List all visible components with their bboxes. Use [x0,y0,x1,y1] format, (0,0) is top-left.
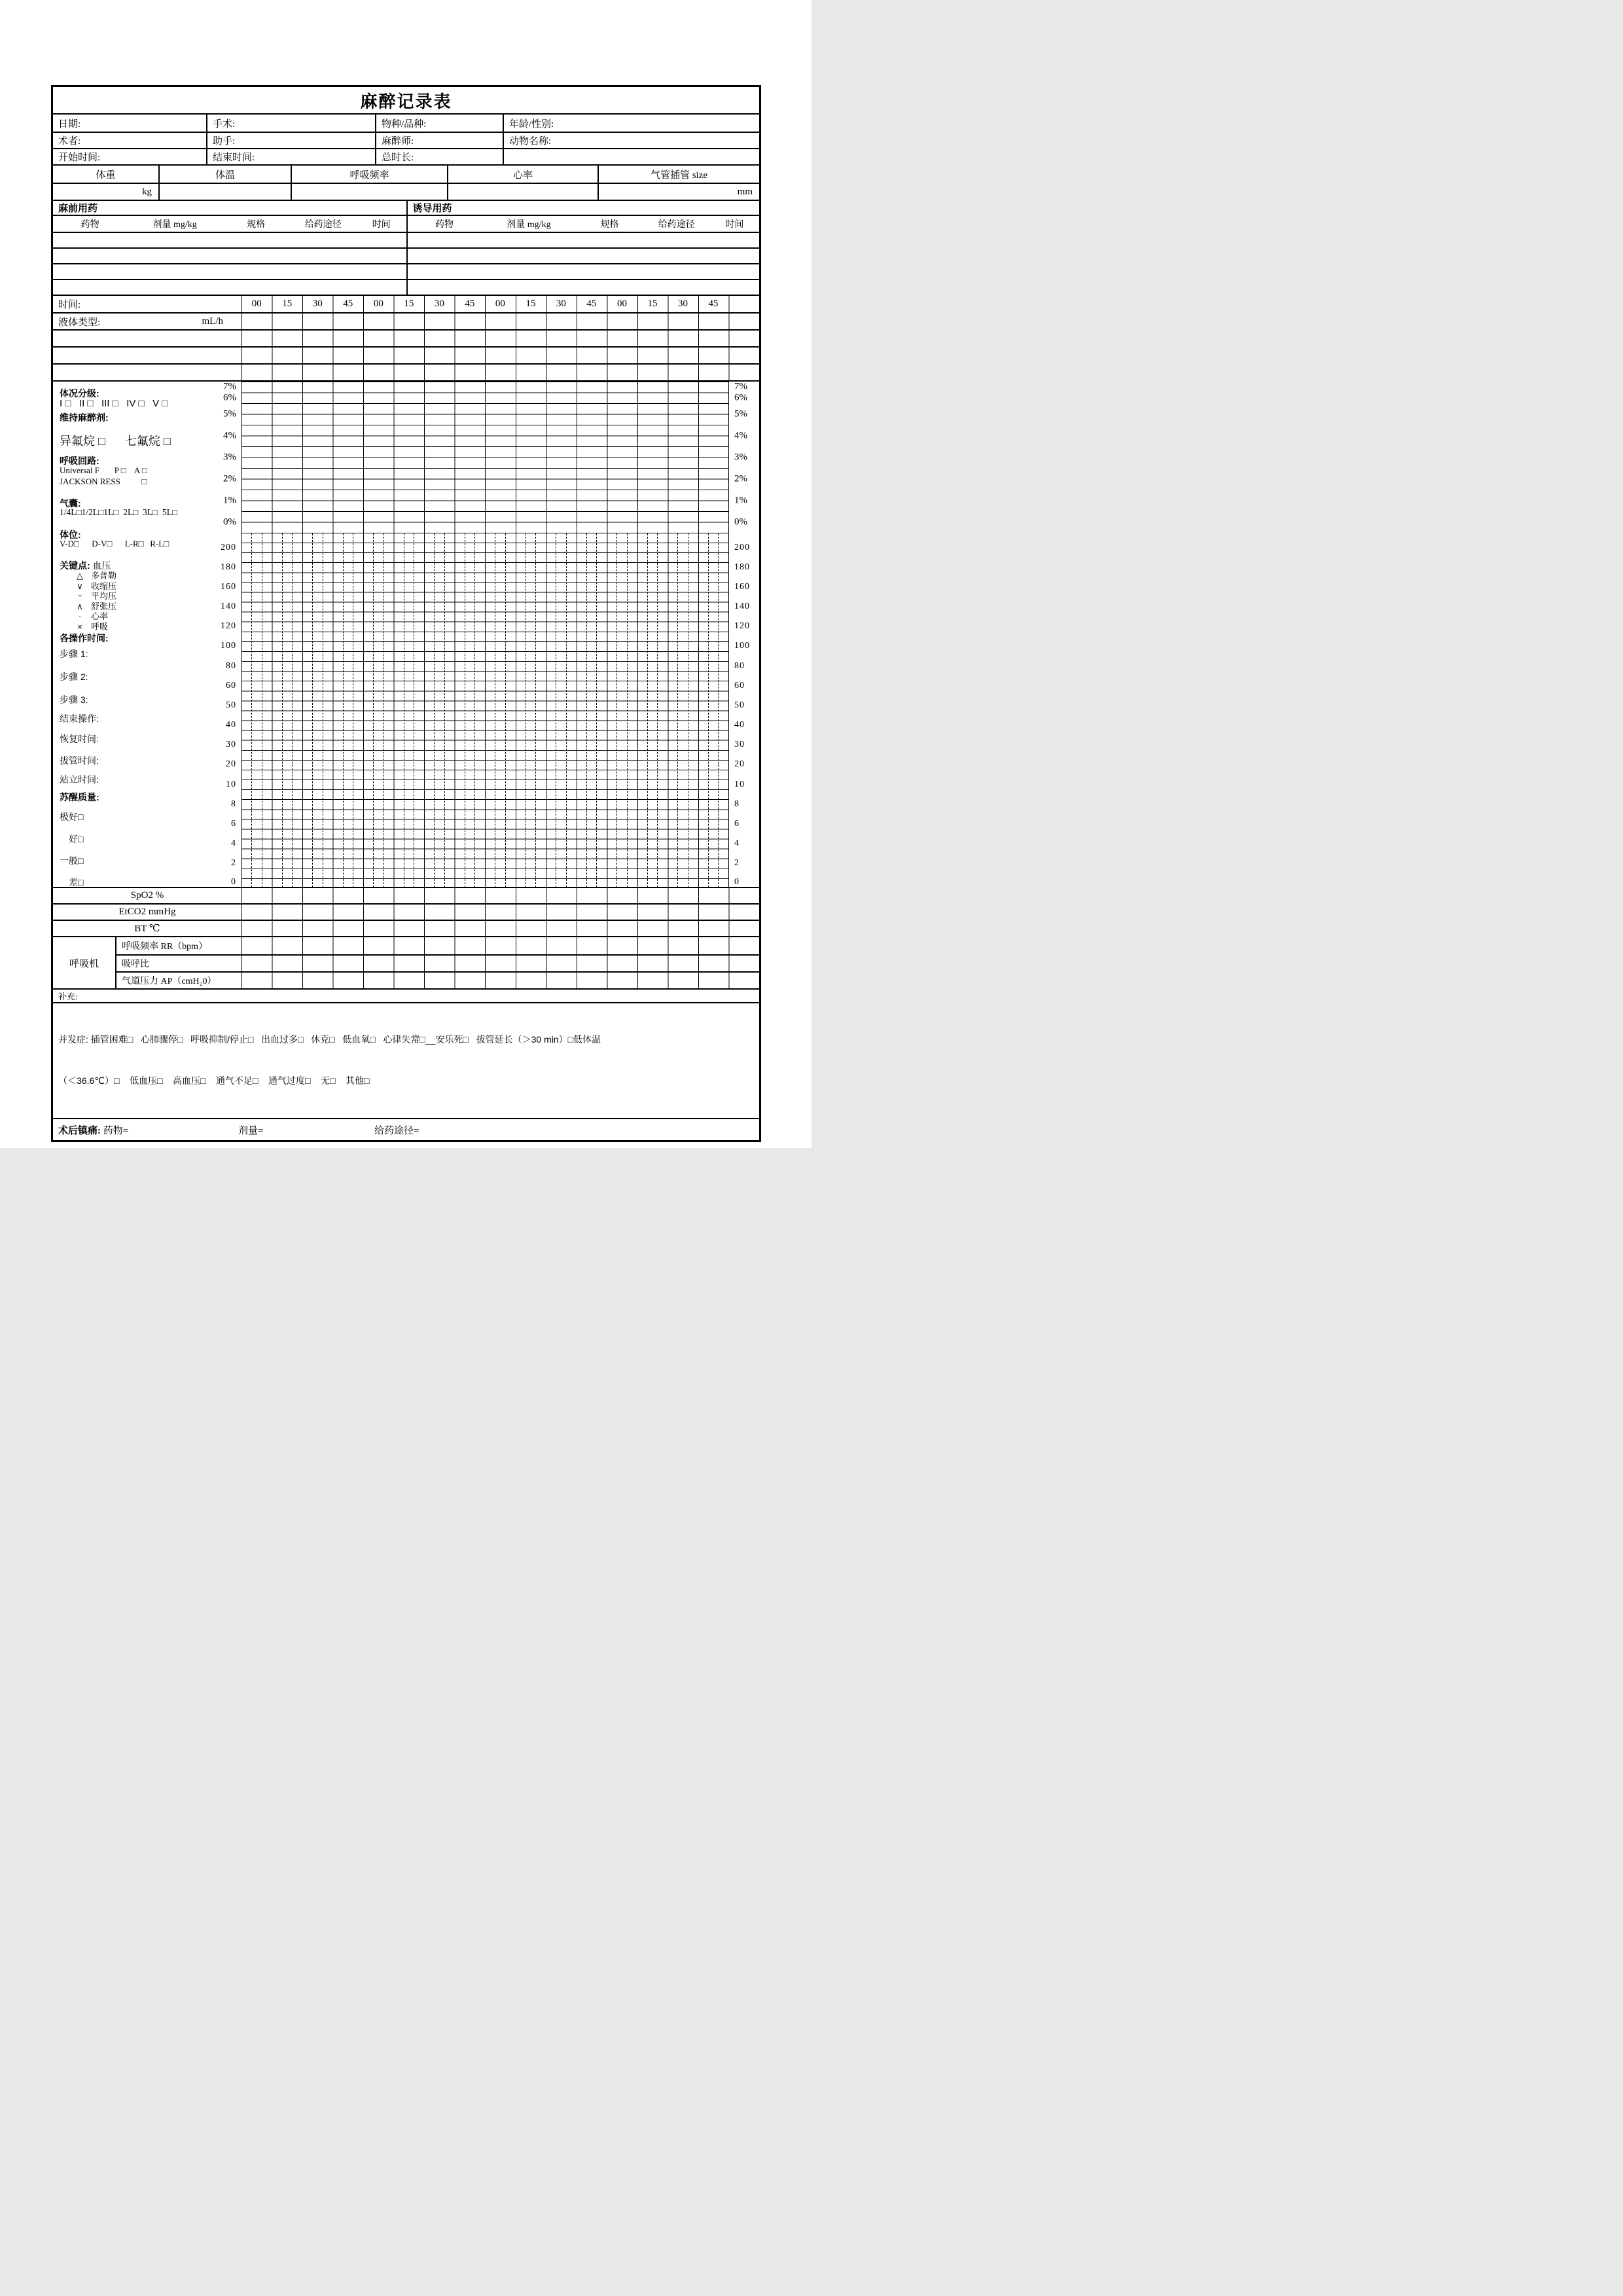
percent-tick: 0% [223,516,236,527]
vitals-tick: 50 [226,700,236,710]
premed-col: 药物 [80,220,99,230]
recovery-time-field[interactable]: 恢复时间: [60,734,99,744]
vitals-tick: 0 [734,876,740,887]
recovery-quality-label: 苏醒质量: [60,792,99,802]
field-animal-name[interactable]: 动物名称: [504,133,759,149]
legend-item [53,611,241,622]
legend-item [53,591,241,601]
form-title: 麻醉记录表 [360,92,452,111]
dashed-subcolumn-line [566,533,567,888]
vitals-tick: 40 [734,720,745,730]
premed-title: 麻前用药 [53,201,406,216]
field-temperature-value[interactable] [160,184,292,201]
field-age-sex[interactable]: 年龄/性别: [504,115,759,133]
recovery-option-excellent[interactable]: 极好□ [60,812,84,822]
dashed-subcolumn-line [627,533,628,888]
legend-item [53,601,241,612]
bt-cells[interactable] [241,921,759,936]
vitals-tick: 2 [231,858,236,869]
vent-rr-row [116,937,759,954]
spo2-cells[interactable] [241,888,759,903]
vitals-tick: 80 [734,660,745,671]
vitals-tick: 200 [221,542,236,552]
field-assistant[interactable]: 助手: [207,133,376,149]
supplement-row[interactable]: 补充: [53,990,759,1003]
induction-row[interactable] [408,249,760,264]
vitals-tick: 180 [221,562,236,572]
field-date[interactable]: 日期: [53,115,207,133]
induction-row[interactable] [408,264,760,280]
analgesia-route-field[interactable]: 给药途径= [374,1125,419,1136]
dashed-subcolumn-line [657,533,658,888]
legend-text: 心率 [91,611,109,621]
end-op-field[interactable]: 结束操作: [60,713,99,724]
vitals-tick: 0 [231,876,236,887]
time-label: 时间: [58,300,81,310]
anesthesia-record-form [51,85,761,1142]
header-resp-rate: 呼吸频率 [292,166,448,184]
spo2-row [53,888,759,905]
fluid-row [53,348,759,365]
ops-time-label: 各操作时间: [60,633,109,643]
induction-col: 给药途径 [658,220,695,230]
legend-symbol: × [77,621,82,632]
legend-text: 收缩压 [91,581,117,591]
vitals-scale-right [731,533,759,888]
premed-row[interactable] [53,233,406,249]
time-slot: 00 [495,298,505,309]
percent-tick: 3% [223,452,236,462]
condition-grade-options[interactable]: I □ II □ III □ IV □ V □ [60,398,168,409]
premed-row[interactable] [53,264,406,280]
premed-col: 时间 [372,220,391,230]
percent-tick: 4% [734,430,747,440]
time-slot: 15 [647,298,658,309]
legend-item [53,581,241,592]
fluid-unit: mL/h [202,315,223,327]
time-slot: 30 [556,298,566,309]
vitals-tick: 8 [734,798,740,809]
dashed-subcolumn-line [474,533,475,888]
dashed-subcolumn-line [708,533,709,888]
dashed-subcolumn-line [677,533,678,888]
premed-table [53,201,406,296]
vitals-tick: 180 [734,562,750,572]
vitals-tick: 120 [734,621,750,632]
induction-row[interactable] [408,280,760,296]
header-temperature: 体温 [160,166,292,184]
vitals-tick: 140 [734,601,750,612]
induction-col: 药物 [435,220,454,230]
vitals-header-grid [53,166,759,201]
keypoints-legend [53,571,241,632]
time-slot: 30 [434,298,444,309]
dashed-subcolumn-line [292,533,293,888]
percent-tick: 5% [734,408,747,419]
step-3-field[interactable]: 步骤 3: [60,694,88,705]
premed-col: 给药途径 [304,220,342,230]
time-slot: 00 [373,298,383,309]
field-end-time[interactable]: 结束时间: [207,149,376,166]
percent-scale-right [731,382,759,533]
induction-title: 诱导用药 [408,201,760,216]
circuit-option-universal[interactable]: Universal F P □ A □ [60,465,147,475]
analgesia-dose-field[interactable]: 剂量= [238,1125,264,1136]
complications-line1[interactable]: 并发症: 插管困难□ 心肺骤停□ 呼吸抑制/停止□ 出血过多□ 休克□ 低血氧□ 心律失常□__安乐死□ 拔管延长（＞30 min）□低体温 [58,1034,601,1045]
extubation-time-field[interactable]: 拔管时间: [60,755,99,766]
dashed-subcolumn-line [434,533,435,888]
legend-text: 平均压 [91,591,117,601]
vitals-tick: 20 [734,759,745,770]
vaporizer-percent-grid[interactable] [241,382,729,533]
header-weight: 体重 [53,166,160,184]
dashed-subcolumn-line [616,533,617,888]
ventilator-block [53,937,759,990]
percent-tick: 5% [223,408,236,419]
chart-left-panel [53,382,241,888]
spo2-label: SpO2 % [130,890,164,901]
maintenance-options[interactable]: 异氟烷 □ 七氟烷 □ [60,435,171,448]
field-ett-value[interactable]: mm [599,184,759,201]
bag-label: 气囊: [60,498,81,509]
vitals-tick: 200 [734,542,750,552]
induction-col: 时间 [725,220,744,230]
field-surgery[interactable]: 手术: [207,115,376,133]
standing-time-field[interactable]: 站立时间: [60,774,99,785]
vitals-tick: 6 [231,818,236,829]
dashed-subcolumn-line [444,533,445,888]
time-slot: 45 [465,298,475,309]
percent-tick: 2% [223,473,236,484]
legend-item [53,622,241,632]
ventilator-rows [116,937,759,988]
time-slot: 15 [282,298,293,309]
time-slot-cells[interactable] [241,296,759,312]
premed-col: 剂量 mg/kg [152,220,197,230]
vent-ie-row [116,954,759,971]
percent-tick: 6% [734,392,747,403]
field-surgeon[interactable]: 术者: [53,133,207,149]
time-slot: 45 [586,298,597,309]
field-start-time[interactable]: 开始时间: [53,149,207,166]
dashed-subcolumn-line [312,533,313,888]
page [0,0,812,1148]
vitals-tick: 140 [221,601,236,612]
time-slot: 45 [343,298,353,309]
dashed-subcolumn-line [282,533,283,888]
premed-row[interactable] [53,280,406,296]
complications-line2[interactable]: （＜36.6℃）□ 低血压□ 高血压□ 通气不足□ 通气过度□ 无□ 其他□ [58,1075,370,1086]
fluid-row [53,331,759,348]
vent-rr-cells[interactable] [241,937,759,954]
field-resp-rate-value[interactable] [292,184,448,201]
complications-block [53,1003,759,1119]
vitals-tick: 30 [734,740,745,750]
field-weight-value[interactable]: kg [53,184,160,201]
vitals-tick: 4 [734,838,740,849]
vitals-tick: 4 [231,838,236,849]
vitals-tick: 100 [221,641,236,651]
legend-symbol: · [78,611,82,621]
fluid-label: 液体类型: mL/h [53,314,241,329]
percent-tick: 6% [223,392,236,403]
vitals-tick: 6 [734,818,740,829]
vent-rr-label: 呼吸频率 RR（bpm） [122,942,208,952]
etco2-cells[interactable] [241,905,759,920]
ventilator-label: 呼吸机 [53,937,116,988]
vitals-tick: 20 [226,759,236,770]
header-ett-size: 气管插管 size [599,166,759,184]
percent-tick: 3% [734,452,747,462]
vent-ap-cells[interactable] [241,973,759,988]
fluid-cells[interactable] [241,331,759,346]
induction-col: 规格 [600,220,619,230]
premed-row[interactable] [53,249,406,264]
header-heart-rate: 心率 [448,166,599,184]
recovery-option-good[interactable]: 好□ [69,834,84,844]
chart-area [53,380,759,887]
circuit-option-jackson[interactable]: JACKSON RESS □ [60,476,147,486]
fluid-row [53,365,759,380]
maintenance-label: 维持麻醉剂: [60,412,109,423]
field-total-duration[interactable]: 总时长: [376,149,504,166]
postop-analgesia-row [53,1119,759,1140]
legend-symbol: ∧ [77,601,83,611]
fluid-cells[interactable] [241,365,759,380]
vitals-tick: 60 [734,680,745,691]
field-heart-rate-value[interactable] [448,184,599,201]
premed-column-headers [53,216,406,233]
step-2-field[interactable]: 步骤 2: [60,672,88,682]
dashed-subcolumn-line [596,533,597,888]
info-grid [53,115,759,166]
induction-row[interactable] [408,233,760,249]
time-slot: 30 [677,298,688,309]
vitals-tick: 60 [226,680,236,691]
recovery-option-poor[interactable]: 差□ [69,877,84,888]
dashed-subcolumn-line [373,533,374,888]
vitals-tick: 40 [226,720,236,730]
vitals-tick: 10 [734,779,745,789]
circuit-label: 呼吸回路: [60,456,99,466]
percent-tick: 1% [734,495,747,505]
vent-ie-cells[interactable] [241,956,759,971]
time-slot: 30 [312,298,323,309]
time-slot: 15 [526,298,536,309]
vitals-tick: 30 [226,740,236,750]
induction-col: 剂量 mg/kg [507,220,551,230]
dashed-subcolumn-line [505,533,506,888]
field-species[interactable]: 物种/品种: [376,115,504,133]
dashed-subcolumn-line [647,533,648,888]
vent-ie-label: 吸呼比 [122,960,149,969]
vitals-plot-grid[interactable] [241,533,729,888]
dashed-subcolumn-line [383,533,384,888]
vent-ap-label: 气道压力 AP（cmH₂0） [122,977,217,986]
fluid-cells[interactable] [241,348,759,363]
vitals-tick: 160 [221,581,236,592]
drug-section [53,201,759,296]
induction-column-headers [408,216,760,233]
vitals-tick: 8 [231,798,236,809]
time-slot: 00 [616,298,627,309]
time-slot: 00 [251,298,262,309]
fluid-cells[interactable] [241,314,759,329]
percent-tick: 0% [734,516,747,527]
vitals-tick: 80 [226,660,236,671]
percent-tick: 1% [223,495,236,505]
monitor-section [53,887,759,990]
vitals-tick: 120 [221,621,236,632]
percent-tick: 7% [223,381,236,392]
legend-symbol: ∨ [77,581,83,591]
bt-row [53,921,759,937]
legend-symbol: △ [77,571,83,581]
vitals-tick: 2 [734,858,740,869]
percent-tick: 4% [223,430,236,440]
dashed-subcolumn-line [535,533,536,888]
legend-text: 多普勒 [91,571,117,581]
field-info-blank[interactable] [504,149,759,166]
recovery-option-fair[interactable]: 一般□ [60,855,84,866]
fluid-type-row [53,314,759,331]
percent-tick: 7% [734,381,747,392]
etco2-row [53,905,759,921]
legend-symbol: − [77,591,82,601]
time-slot: 15 [404,298,414,309]
dashed-subcolumn-line [718,533,719,888]
legend-text: 舒张压 [91,601,117,611]
dashed-subcolumn-line [251,533,252,888]
condition-grade-label: 体况分级: [60,388,99,399]
vitals-tick: 100 [734,641,750,651]
time-header-row [53,296,759,314]
vitals-tick: 160 [734,581,750,592]
analgesia-drug-field[interactable]: 术后镇痛: 药物= [58,1125,129,1136]
vent-ap-row [116,971,759,988]
field-anesthetist[interactable]: 麻醉师: [376,133,504,149]
position-label: 体位: [60,529,81,540]
bag-options[interactable]: 1/4L□1/2L□1L□ 2L□ 3L□ 5L□ [60,507,178,517]
vitals-tick: 50 [734,700,745,710]
position-options[interactable]: V-D□ D-V□ L-R□ R-L□ [60,539,169,548]
time-slot: 45 [708,298,719,309]
bt-label: BT ℃ [134,924,160,934]
dashed-subcolumn-line [343,533,344,888]
induction-table [406,201,760,296]
premed-col: 规格 [247,220,266,230]
dashed-subcolumn-line [586,533,587,888]
form-title-row [53,87,759,115]
vitals-tick: 10 [226,779,236,789]
keypoints-label: 关键点: 血压 [60,560,111,571]
etco2-label: EtCO2 mmHg [118,906,176,917]
legend-item [53,571,241,581]
legend-text: 呼吸 [91,621,109,632]
step-1-field[interactable]: 步骤 1: [60,649,88,659]
percent-tick: 2% [734,473,747,484]
